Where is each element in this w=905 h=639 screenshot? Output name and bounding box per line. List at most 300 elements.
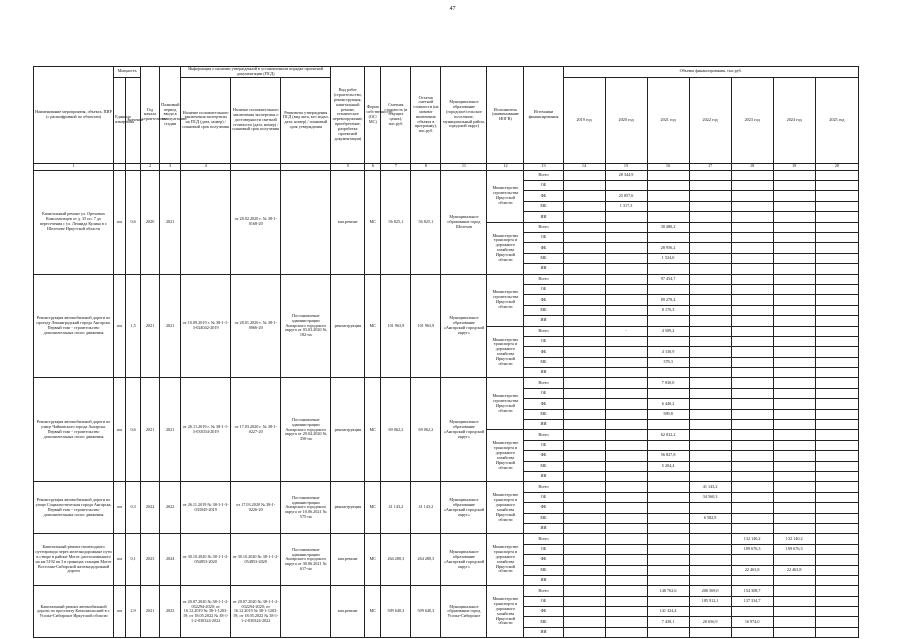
finance-value (563, 295, 605, 305)
remaining-cost: 101 963,9 (411, 274, 441, 378)
column-number: 16 (647, 163, 689, 170)
finance-value (689, 388, 731, 398)
finance-source: ИИ (524, 627, 563, 637)
work-type: реконструкция (331, 274, 365, 378)
finance-value (731, 201, 773, 211)
finance-value (815, 368, 858, 378)
finance-source: Всего (524, 170, 563, 180)
capacity-unit: км (114, 170, 126, 274)
table-row (34, 274, 859, 284)
finance-value (773, 274, 815, 284)
finance-source: Всего (524, 482, 563, 492)
finance-value (563, 316, 605, 326)
finance-value: 154 308,7 (731, 586, 773, 596)
finance-value (689, 575, 731, 585)
finance-source: ОБ (524, 596, 563, 606)
finance-source: ИИ (524, 368, 563, 378)
finance-value (647, 523, 689, 533)
finance-value (773, 336, 815, 346)
capacity-unit: км (114, 482, 126, 534)
finance-value (815, 201, 858, 211)
finance-value (815, 596, 858, 606)
finance-value (647, 492, 689, 502)
finance-value (605, 336, 647, 346)
finance-value (815, 326, 858, 336)
work-type: реконструкция (331, 482, 365, 534)
finance-value (773, 284, 815, 294)
finance-value (731, 170, 773, 180)
finance-value: 589,8 (647, 409, 689, 419)
finance-value (815, 430, 858, 440)
finance-value: 109 676,3 (773, 544, 815, 554)
finance-value (647, 440, 689, 450)
finance-value (689, 233, 731, 243)
hdr-ownership: Форма собственности (ОС/ МС) (365, 67, 381, 164)
finance-value (605, 513, 647, 523)
finance-value (563, 399, 605, 409)
finance-value (689, 523, 731, 533)
finance-value (773, 555, 815, 565)
remaining-cost: 264 280,3 (411, 534, 441, 586)
finance-value (773, 430, 815, 440)
finance-value (731, 326, 773, 336)
capacity-value: 0,6 (126, 170, 141, 274)
finance-value (563, 388, 605, 398)
hdr-design-info: Информация о наличии утвержденной в установленном порядке проектной документации (ПСД) (181, 67, 331, 78)
finance-value (689, 295, 731, 305)
finance-source: МБ (524, 357, 563, 367)
finance-value (815, 523, 858, 533)
column-number: 11 (441, 163, 487, 170)
finance-value (605, 212, 647, 222)
table-row (34, 170, 859, 180)
column-number: 20 (815, 163, 858, 170)
ownership: МС (365, 534, 381, 586)
finance-value (563, 430, 605, 440)
finance-value (647, 544, 689, 554)
finance-value (605, 420, 647, 430)
finance-value: 378,3 (647, 357, 689, 367)
start-year: 2020 (141, 170, 160, 274)
executor: Министерство строительства Иркутской области (487, 274, 524, 326)
finance-value (563, 503, 605, 513)
ownership: МС (365, 586, 381, 638)
finance-value: 97 454,7 (647, 274, 689, 284)
finance-value: 141 324,4 (647, 607, 689, 617)
hdr-year: 2023 год (731, 77, 773, 163)
hdr-year: 2019 год (563, 77, 605, 163)
finance-value (731, 482, 773, 492)
column-numbers-row (34, 163, 859, 170)
finance-value (815, 222, 858, 232)
finance-source: ОБ (524, 492, 563, 502)
finance-value (731, 233, 773, 243)
expertise-estimate: от 28.02.2020 г. № 38-1-0168-20 (231, 170, 281, 274)
finance-value (563, 544, 605, 554)
start-year: 2022 (141, 482, 160, 534)
expertise: от 20.07.2020 № 38-1-1-2-032294-2020; от 16.12.2019 № 38-1-1203-19; от 18.05.2022 № 38-1-1-2-030324-2022 (181, 586, 231, 638)
finance-source: ИИ (524, 471, 563, 481)
estimate-cost: 509 640,3 (381, 586, 411, 638)
finance-value (563, 378, 605, 388)
finance-source: ОБ (524, 181, 563, 191)
executor: Министерство транспорта и дорожного хозяйства Иркутской области (487, 482, 524, 534)
finance-value (815, 586, 858, 596)
estimate-cost: 264 280,3 (381, 534, 411, 586)
remaining-cost: 69 062,2 (411, 378, 441, 482)
finance-value (815, 534, 858, 544)
hdr-year: 2024 год (773, 77, 815, 163)
finance-value (563, 336, 605, 346)
finance-value (815, 181, 858, 191)
expertise-estimate: от 20.07.2020 № 38-1-1-2-032294-2020; от 16.12.2019 № 38-1-1203-19; от 18.05.2022 № 38-1-1-2-030324-2022 (231, 586, 281, 638)
finance-value (731, 420, 773, 430)
finance-value: 34 560,3 (689, 492, 731, 502)
expertise-estimate: от 30.10.2020 № 38-1-1-2-054853-2020 (231, 534, 281, 586)
finance-value (605, 368, 647, 378)
finance-value (563, 368, 605, 378)
finance-value (815, 544, 858, 554)
end-year: 2023 (160, 586, 181, 638)
finance-value (731, 181, 773, 191)
finance-value: 56 827,8 (647, 451, 689, 461)
finance-value (815, 253, 858, 263)
finance-value (689, 347, 731, 357)
finance-value (647, 201, 689, 211)
finance-value (773, 523, 815, 533)
hdr-remaining: Остаток сметной стоимости (на момент включения объекта в программу), тыс.руб. (411, 67, 441, 164)
finance-value (605, 596, 647, 606)
finance-value (731, 523, 773, 533)
finance-value (605, 388, 647, 398)
finance-value (563, 492, 605, 502)
hdr-volumes: Объемы финансирования, тыс.руб. (563, 67, 859, 78)
finance-value (773, 253, 815, 263)
finance-value (605, 378, 647, 388)
finance-value: 25 857,6 (605, 191, 647, 201)
expertise (181, 170, 231, 274)
finance-value (815, 243, 858, 253)
finance-value (773, 170, 815, 180)
finance-value (689, 191, 731, 201)
financing-table (33, 66, 859, 638)
finance-value (773, 243, 815, 253)
column-number: 18 (731, 163, 773, 170)
table-row (34, 482, 859, 492)
finance-source: МБ (524, 565, 563, 575)
expertise-estimate: от 17.03.2020 г. № 38-1-0227-20 (231, 378, 281, 482)
remaining-cost: 509 640,3 (411, 586, 441, 638)
finance-value (689, 326, 731, 336)
capacity-value: 1,5 (126, 274, 141, 378)
finance-value (815, 627, 858, 637)
finance-value (773, 326, 815, 336)
finance-source: ФБ (524, 295, 563, 305)
executor: Министерство транспорта и дорожного хозяйства Иркутской области (487, 586, 524, 638)
finance-value (563, 264, 605, 274)
finance-value (773, 409, 815, 419)
finance-value (773, 399, 815, 409)
capacity-unit: км (114, 378, 126, 482)
ownership: МС (365, 482, 381, 534)
finance-value: 41 143,2 (689, 482, 731, 492)
finance-value (815, 409, 858, 419)
finance-value (689, 284, 731, 294)
estimate-cost: 101 963,9 (381, 274, 411, 378)
finance-value: 7 438,1 (647, 617, 689, 627)
column-number (126, 163, 141, 170)
finance-value (773, 627, 815, 637)
finance-value (689, 253, 731, 263)
finance-source: ОБ (524, 336, 563, 346)
finance-value (647, 627, 689, 637)
finance-value (731, 461, 773, 471)
finance-value (731, 451, 773, 461)
ownership: МС (365, 378, 381, 482)
hdr-name: Наименование мероприятия, объекта, ПИР (с расшифровкой по объектам) (34, 67, 114, 164)
capacity-value: 0,1 (126, 534, 141, 586)
finance-source: МБ (524, 617, 563, 627)
finance-value (815, 212, 858, 222)
municipality: Муниципальное образование «Ангарский городской округ» (441, 378, 487, 482)
hdr-unit: Единица измерения (114, 77, 126, 163)
finance-value (563, 451, 605, 461)
finance-value (815, 555, 858, 565)
finance-value (815, 471, 858, 481)
finance-value (731, 471, 773, 481)
finance-value (647, 596, 689, 606)
finance-value (815, 191, 858, 201)
finance-value (605, 233, 647, 243)
executor: Министерство строительства Иркутской области (487, 378, 524, 430)
approval-details (281, 586, 331, 638)
finance-value: 22 463,8 (773, 565, 815, 575)
finance-value (563, 420, 605, 430)
finance-value (689, 627, 731, 637)
finance-value (773, 471, 815, 481)
executor: Министерство транспорта и дорожного хозяйства Иркутской области (487, 222, 524, 274)
finance-value (689, 565, 731, 575)
municipality: Муниципальное образование город Шелехов (441, 170, 487, 274)
finance-value (647, 264, 689, 274)
finance-value (605, 607, 647, 617)
expertise-estimate: от 28.01.2020 г. № 38-1-0066-20 (231, 274, 281, 378)
object-name: Капитальный ремонт автомобильной дороги по проспекту Комсомольский в г. Усолье-Сибирское Иркутской области (34, 586, 114, 638)
table-header (34, 67, 859, 171)
approval-details: Постановление администрации Ангарского городского округа от 29.04.2020 № 350-па (281, 378, 331, 482)
finance-source: ОБ (524, 544, 563, 554)
finance-source: ФБ (524, 243, 563, 253)
approval-details: Постановление администрации Ангарского городского округа от 10.06.2021 № 575-па (281, 482, 331, 534)
finance-source: ФБ (524, 191, 563, 201)
finance-value (731, 503, 773, 513)
finance-value (563, 347, 605, 357)
finance-value (605, 565, 647, 575)
estimate-cost: 69 062,2 (381, 378, 411, 482)
finance-value (689, 305, 731, 315)
object-name: Реконструкция автомобильной дороги по улице Социалистическая города Ангарска. Первый этап - строительство дополнительных полос движения (34, 482, 114, 534)
capacity-unit: км (114, 586, 126, 638)
capacity-unit: км (114, 274, 126, 378)
finance-value (647, 191, 689, 201)
finance-value: 7 030,0 (647, 378, 689, 388)
finance-value (647, 170, 689, 180)
executor: Министерство транспорта и дорожного хозяйства Иркутской области (487, 534, 524, 586)
finance-value (773, 482, 815, 492)
finance-value (563, 274, 605, 284)
finance-value (689, 222, 731, 232)
column-number (114, 163, 126, 170)
finance-value (689, 409, 731, 419)
finance-value (647, 336, 689, 346)
finance-value (605, 523, 647, 533)
finance-value (815, 607, 858, 617)
object-name: Реконструкция автомобильной дороги по улице Чайковского города Ангарска. Первый этап - строительство дополнительных полос движения (34, 378, 114, 482)
finance-value (647, 482, 689, 492)
finance-value (605, 440, 647, 450)
finance-source: ИИ (524, 264, 563, 274)
finance-value (731, 212, 773, 222)
finance-value (605, 461, 647, 471)
finance-value: 22 463,8 (731, 565, 773, 575)
finance-value (773, 378, 815, 388)
finance-value (773, 586, 815, 596)
finance-value (605, 627, 647, 637)
finance-value (605, 482, 647, 492)
finance-value (689, 420, 731, 430)
finance-value (773, 233, 815, 243)
finance-value (689, 378, 731, 388)
finance-source: Всего (524, 378, 563, 388)
finance-value (605, 555, 647, 565)
finance-value (605, 274, 647, 284)
finance-value (773, 461, 815, 471)
finance-value (773, 316, 815, 326)
end-year: 2022 (160, 482, 181, 534)
executor: Министерство транспорта и дорожного хозяйства Иркутской области (487, 326, 524, 378)
finance-value (815, 378, 858, 388)
finance-value (815, 357, 858, 367)
finance-value (689, 534, 731, 544)
finance-source: ИИ (524, 575, 563, 585)
finance-value (773, 181, 815, 191)
column-number: 12 (487, 163, 524, 170)
work-type: реконструкция (331, 378, 365, 482)
finance-value: 28 344,9 (605, 170, 647, 180)
finance-value (815, 440, 858, 450)
finance-value (563, 440, 605, 450)
finance-value (773, 357, 815, 367)
municipality: Муниципальное образование «Ангарский городской округ» (441, 482, 487, 534)
finance-value (689, 440, 731, 450)
finance-value (815, 482, 858, 492)
finance-value: 1 317,3 (605, 201, 647, 211)
start-year: 2021 (141, 586, 160, 638)
finance-value (773, 617, 815, 627)
finance-value (605, 430, 647, 440)
estimate-cost: 56 825,1 (381, 170, 411, 274)
expertise: от 26.11.2019 № 38-1-1-3-033945-2019 (181, 482, 231, 534)
finance-value (773, 596, 815, 606)
finance-value (731, 191, 773, 201)
finance-value (773, 492, 815, 502)
finance-value (689, 430, 731, 440)
finance-value (605, 305, 647, 315)
finance-value (815, 492, 858, 502)
finance-value (731, 243, 773, 253)
finance-value (731, 399, 773, 409)
finance-value (647, 212, 689, 222)
finance-source: ФБ (524, 347, 563, 357)
finance-value (563, 534, 605, 544)
start-year: 2021 (141, 274, 160, 378)
finance-value (731, 274, 773, 284)
finance-value: 132 140,2 (773, 534, 815, 544)
finance-source: Всего (524, 222, 563, 232)
estimate-cost: 41 143,2 (381, 482, 411, 534)
finance-value (689, 555, 731, 565)
finance-source: ФБ (524, 399, 563, 409)
finance-value (815, 617, 858, 627)
expertise-estimate: от 17.03.2020 № 38-1-0226-20 (231, 482, 281, 534)
column-number: 14 (563, 163, 605, 170)
finance-source: ОБ (524, 284, 563, 294)
finance-value (815, 503, 858, 513)
finance-value (647, 555, 689, 565)
finance-value (647, 565, 689, 575)
finance-value (605, 347, 647, 357)
approval-details: Постановление администрации Ангарского городского округа от 30.06.2021 № 617-па (281, 534, 331, 586)
finance-value (689, 336, 731, 346)
finance-value (689, 357, 731, 367)
finance-value (815, 575, 858, 585)
finance-value (815, 388, 858, 398)
finance-value (731, 284, 773, 294)
finance-value (647, 368, 689, 378)
finance-value (563, 409, 605, 419)
finance-value (773, 347, 815, 357)
column-number: 13 (524, 163, 563, 170)
finance-value (647, 513, 689, 523)
finance-value (773, 607, 815, 617)
capacity-value: 2,9 (126, 586, 141, 638)
finance-value (605, 243, 647, 253)
finance-source: Всего (524, 586, 563, 596)
finance-value (773, 440, 815, 450)
finance-value (563, 482, 605, 492)
object-name: Реконструкция автомобильной дороги по проезду Ленинградский города Ангарска. Первый этап - строительство дополнительных полос движения (34, 274, 114, 378)
finance-value (689, 544, 731, 554)
finance-source: ОБ (524, 440, 563, 450)
finance-value (731, 253, 773, 263)
finance-value (815, 336, 858, 346)
finance-source: ФБ (524, 607, 563, 617)
end-year: 2024 (160, 534, 181, 586)
finance-source: МБ (524, 305, 563, 315)
remaining-cost: 56 825,1 (411, 170, 441, 274)
executor: Министерство транспорта и дорожного хозяйства Иркутской области (487, 430, 524, 482)
municipality: Муниципальное образование «Ангарский городской округ» (441, 534, 487, 586)
finance-value (605, 409, 647, 419)
finance-value: 132 140,2 (731, 534, 773, 544)
finance-value (689, 607, 731, 617)
column-number: 4 (181, 163, 231, 170)
finance-value: 20 656,9 (689, 617, 731, 627)
finance-value (815, 420, 858, 430)
start-year: 2021 (141, 378, 160, 482)
finance-value (731, 295, 773, 305)
finance-value (605, 181, 647, 191)
